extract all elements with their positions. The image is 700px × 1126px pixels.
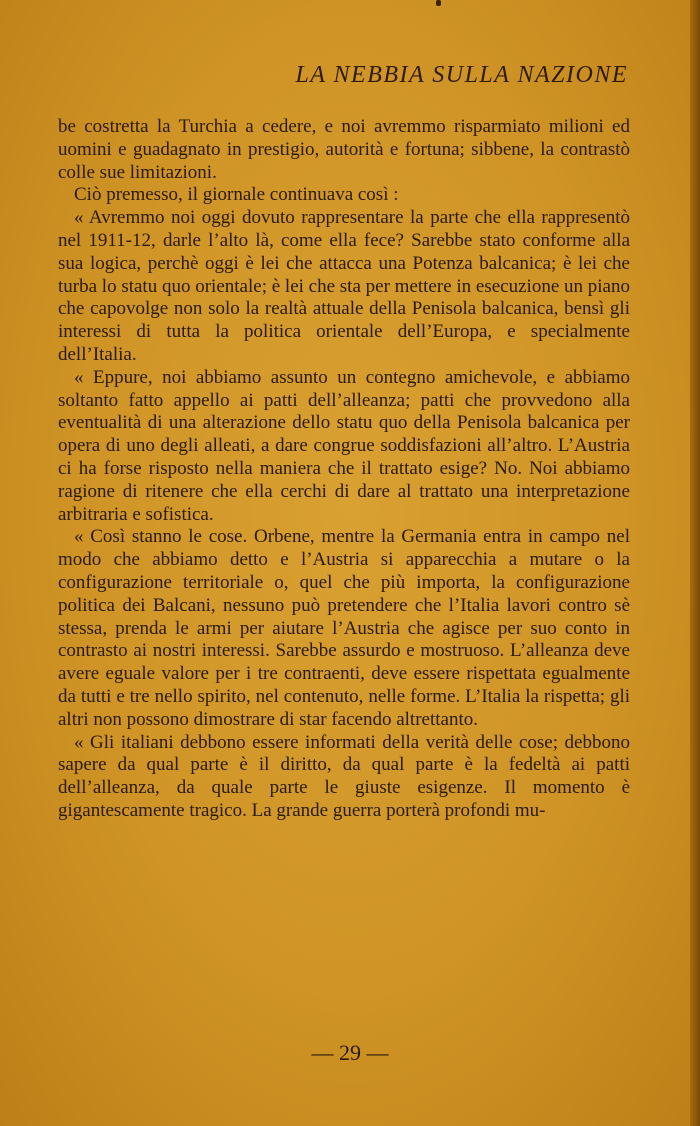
paragraph-5: « Così stanno le cose. Orbene, mentre la Germania entra in campo nel modo che abbiamo detto e l’Austria si apparecchia a mutare o la configurazione territoriale o, quel che più importa, la configurazione politica dei Balcani, nessuno può pretendere che l’Italia lavori contro sè stessa, prenda le armi per aiutare l’Austria che agisce per suo conto in contrasto ai nostri interessi. Sarebbe assurdo e mostruoso. L’alleanza deve avere eguale valore per i tre contraenti, deve essere rispettata egualmente da tutti e tre nello spirito, nel contenuto, nelle forme. L’Italia la rispetta; gli altri non possono dimostrare di star facendo altrettanto.	[58, 526, 630, 730]
ink-speck	[436, 0, 441, 6]
paragraph-2: Ciò premesso, il giornale continuava così :	[74, 184, 399, 206]
paragraph-4: « Eppure, noi abbiamo assunto un contegno amichevole, e abbiamo soltanto fatto appello ai patti dell’alleanza; patti che provvedono alla eventualità di una alterazione dello statu quo della Penisola balcanica per opera di uno degli alleati, a dare congrue soddisfazioni all’altro. L’Austria ci ha forse risposto nella maniera che il trattato esige? No. Noi abbiamo ragione di ritenere che ella cerchi di dare al trattato una interpretazione arbitraria e sofistica.	[58, 366, 630, 525]
paragraph-6: « Gli italiani debbono essere informati della verità delle cose; debbono sapere da qual parte è il diritto, da qual parte è la fedeltà ai patti dell’alleanza, da quale parte le giuste esigenze. Il momento è gigantescamente tragico. La grande guerra porterà profondi mu-	[58, 731, 630, 821]
page-edge	[690, 0, 700, 1126]
running-header: LA NEBBIA SULLA NAZIONE	[295, 62, 628, 88]
paragraph-3: « Avremmo noi oggi dovuto rappresentare la parte che ella rappresentò nel 1911-12, darle l’alto là, come ella fece? Sarebbe stato conforme alla sua logica, perchè oggi è lei che attacca una Potenza balcanica; è lei che turba lo statu quo orientale; è lei che sta per mettere in esecuzione un piano che capovolge non solo la realtà attuale della Penisola balcanica, bensì gli interessi di tutta la politica orientale dell’Europa, e specialmente dell’Italia.	[58, 207, 630, 365]
body-text	[58, 116, 630, 823]
paragraph-1: be costretta la Turchia a cedere, e noi avremmo risparmiato milioni ed uomini e guadagnato in prestigio, autorità e fortuna; sibbene, la contrastò colle sue limitazioni.	[58, 116, 630, 183]
page-number: — 29 —	[311, 1040, 389, 1065]
